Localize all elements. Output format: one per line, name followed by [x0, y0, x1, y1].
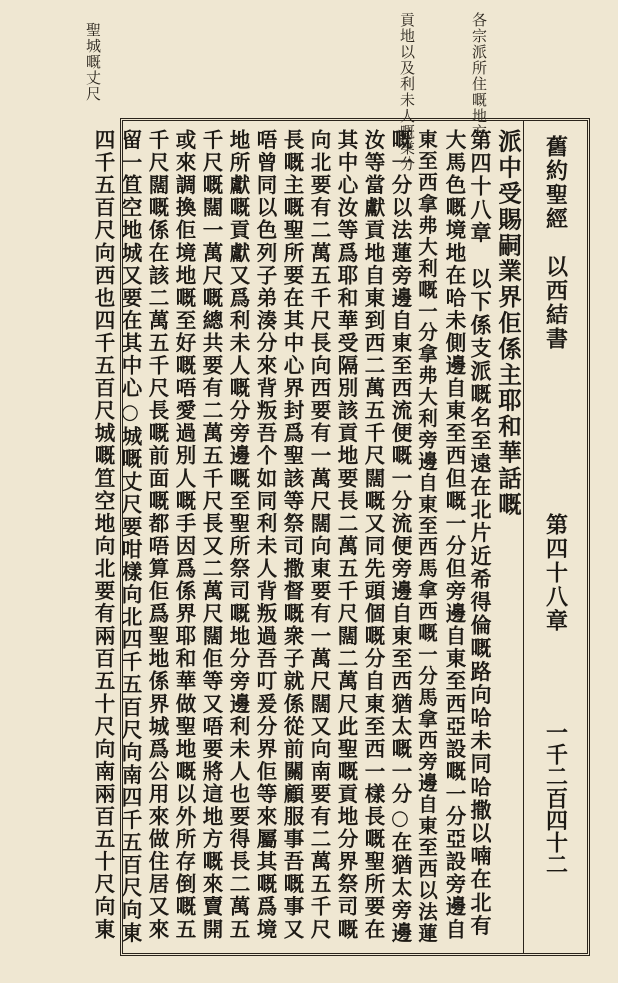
book-title: 舊約聖經 以西結書	[542, 135, 569, 351]
text-columns	[91, 129, 522, 947]
text-column: 派中受賜嗣業界佢係主耶和華話嘅	[494, 129, 522, 518]
page-number: 一千二百四十二	[542, 721, 569, 875]
chapter-label: 第四十八章	[542, 513, 569, 633]
running-header	[523, 121, 587, 953]
text-column: 四千五百尺向西也四千五百尺城嘅笪空地向北要有兩百五十尺向南兩百五十尺向東	[91, 129, 115, 941]
text-column: 留一笪空地城又要在其中心○城嘅丈尺要咁樣向北四千五百尺向南四千五百尺向東	[118, 129, 142, 945]
text-column: 或來調換佢境地嘅至好嘅唔愛過別人嘅手因爲係界耶和華做聖地嘅以外所存倒嘅五	[172, 129, 196, 941]
text-column: 大馬色嘅境地在哈未側邊自東至西但嘅一分但旁邊自東至西亞設嘅一分亞設旁邊自	[442, 129, 466, 941]
text-column: 東至西拿弗大利嘅一分拿弗大利旁邊自東至西馬拿西嘅一分馬拿西旁邊自東至西以法蓮	[415, 129, 438, 945]
text-column: 其中心汝等爲耶和華受隔別該貢地要長二萬五千尺闊二萬尺此聖嘅貢地分界祭司嘅	[334, 129, 358, 941]
headnote-sect-locations: 各宗派所住嘅地方	[470, 12, 488, 140]
text-column: 汝等當獻貢地自東到西二萬五千尺闊嘅又同先頭個嘅分自東至西一樣長嘅聖所要在	[361, 129, 385, 941]
text-column: 長嘅主嘅聖所要在其中心界封爲聖該等祭司撒督嘅衆子就係從前關顧服事吾嘅事又	[280, 129, 304, 941]
text-column: 千尺闊嘅係在該二萬五千尺長嘅前面嘅都唔算佢爲聖地係界城爲公用來做住居又來	[145, 129, 169, 941]
text-column: 唔曾同以色列子弟湊分來背叛吾个如同利未人背叛過吾叮爰分界佢等來屬其嘅爲境	[253, 129, 277, 941]
text-column: 第四十八章 以下係支派嘅名至遠在北片近希得倫嘅路向哈未同哈撒以喃在北有	[468, 129, 493, 938]
text-column: 千尺嘅闊一萬尺嘅總共要有二萬五千尺長又二萬尺闊佢等又唔要將這地方嘅來賣開	[199, 129, 223, 941]
text-column: 向北要有二萬五千尺長向西要有一萬尺闊向東要有一萬尺闊又向南要有二萬五千尺	[307, 129, 331, 941]
headnote-offering-land: 貢地以及利未人嘅業分	[398, 12, 416, 172]
headnote-city-measure: 聖城嘅丈尺	[84, 22, 102, 102]
text-column: 地所獻嘅貢獻又爲利未人嘅分旁邊嘅至聖所祭司嘅地分旁邊利未人也要得長二萬五	[226, 129, 250, 941]
text-column: 嘅一分以法蓮旁邊自東至西流便嘅一分流便旁邊自東至西猶太嘅一分○在猶太旁邊	[388, 129, 412, 945]
text-frame	[91, 118, 590, 956]
